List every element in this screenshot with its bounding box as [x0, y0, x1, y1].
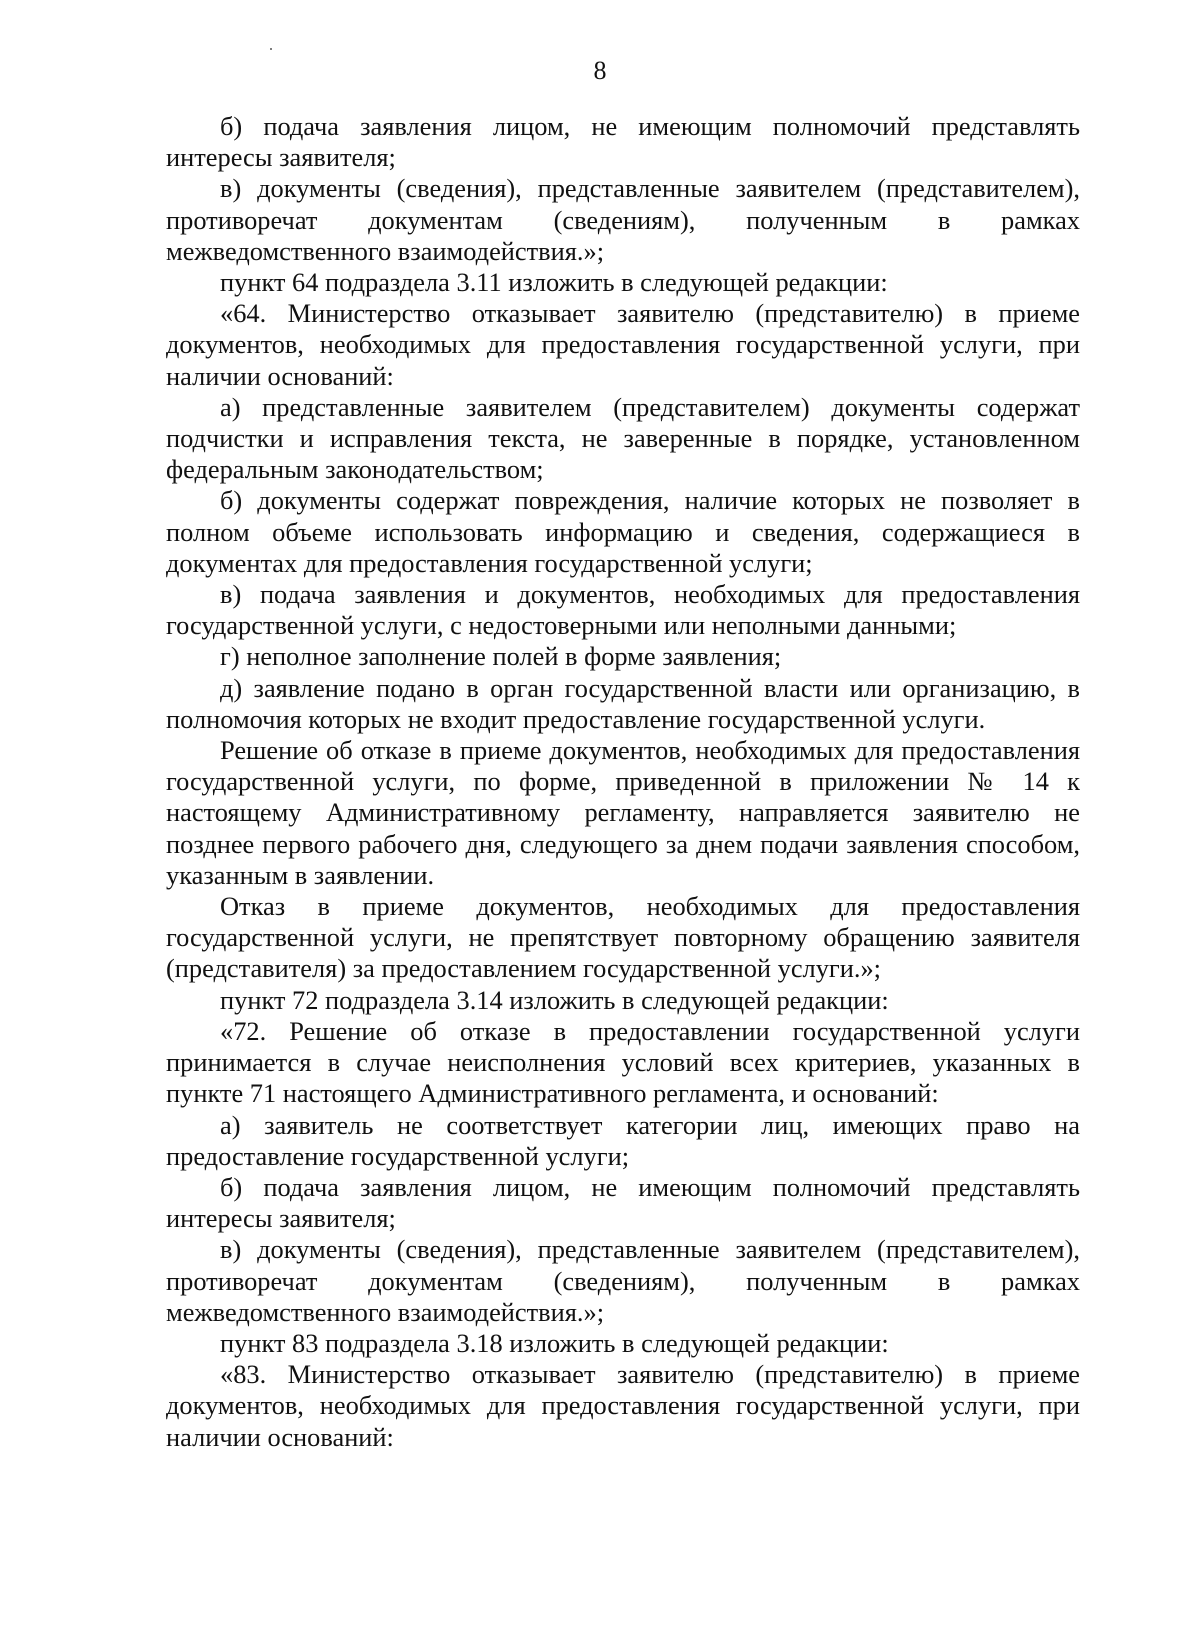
- paragraph: Отказ в приеме документов, необходимых для предоставления государственной услуги, не препятствует повторному обращению заявителя (представителя) за предоставлением государственной услуги.»;: [166, 891, 1080, 984]
- document-body: [166, 111, 1080, 1453]
- scan-speck: [270, 48, 272, 50]
- paragraph: «64. Министерство отказывает заявителю (представителю) в приеме документов, необходимых для предоставления государственной услуги, при наличии оснований:: [166, 298, 1080, 391]
- paragraph: в) документы (сведения), представленные заявителем (представителем), противоречат документам (сведениям), полученным в рамках межведомственного взаимодействия.»;: [166, 1234, 1080, 1327]
- paragraph: г) неполное заполнение полей в форме заявления;: [220, 641, 782, 672]
- paragraph: пункт 72 подраздела 3.14 изложить в следующей редакции:: [220, 984, 889, 1015]
- paragraph: б) подача заявления лицом, не имеющим полномочий представлять интересы заявителя;: [166, 1171, 1080, 1234]
- paragraph: в) подача заявления и документов, необходимых для предоставления государственной услуги, с недостоверными или неполными данными;: [166, 579, 1080, 641]
- paragraph: «83. Министерство отказывает заявителю (представителю) в приеме документов, необходимых для предоставления государственной услуги, при наличии оснований:: [166, 1359, 1080, 1452]
- paragraph: б) документы содержат повреждения, наличие которых не позволяет в полном объеме использовать информацию и сведения, содержащиеся в документах для предоставления государственной услуги;: [166, 485, 1080, 578]
- paragraph: пункт 83 подраздела 3.18 изложить в следующей редакции:: [220, 1327, 889, 1358]
- paragraph: б) подача заявления лицом, не имеющим полномочий представлять интересы заявителя;: [166, 111, 1080, 173]
- paragraph: д) заявление подано в орган государственной власти или организацию, в полномочия которых не входит предоставление государственной услуги.: [166, 672, 1080, 734]
- paragraph: в) документы (сведения), представленные заявителем (представителем), противоречат документам (сведениям), полученным в рамках межведомственного взаимодействия.»;: [166, 173, 1080, 266]
- paragraph: Решение об отказе в приеме документов, необходимых для предоставления государственной услуги, по форме, приведенной в приложении № 14 к настоящему Административному регламенту, направляется заявителю не позднее первого рабочего дня, следующего за днем подачи заявления способом, указанным в заявлении.: [166, 735, 1080, 890]
- paragraph: «72. Решение об отказе в предоставлении государственной услуги принимается в случае неисполнения условий всех критериев, указанных в пункте 71 настоящего Административного регламента, и оснований:: [166, 1015, 1080, 1109]
- page-number: 8: [593, 56, 607, 85]
- paragraph: а) представленные заявителем (представителем) документы содержат подчистки и исправления текста, не заверенные в порядке, установленном федеральным законодательством;: [166, 391, 1080, 485]
- paragraph: а) заявитель не соответствует категории лиц, имеющих право на предоставление государственной услуги;: [166, 1109, 1080, 1171]
- paragraph: пункт 64 подраздела 3.11 изложить в следующей редакции:: [220, 267, 888, 298]
